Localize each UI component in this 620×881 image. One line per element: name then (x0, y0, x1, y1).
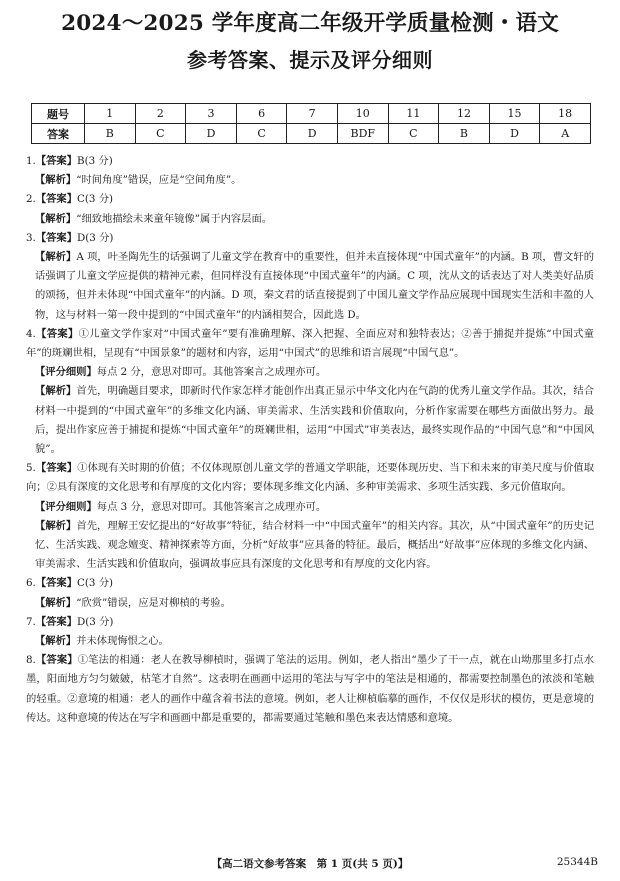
item-1-analysis: 【解析】“时间角度”错误，应是“空间角度”。 (35, 174, 242, 187)
item-6-analysis: 【解析】“欣赏”错误，应是对柳楨的考验。 (35, 596, 231, 609)
item-3-analysis: 【解析】A 项，叶圣陶先生的话强调了儿童文学在教育中的重要性，但并未直接体现“中国式童年”的内涵。B 项，曹文轩的话强调了儿童文学应提供的精神元素，但同样没有直接体现“中国式童年”的内涵。C 项，沈从文的话表达了对人类美好品质的颂扬，但并未体现“中国式童年”的内涵。D 项，秦文君的话直接提到了中国儿童文学作品应展现中国现实生活和丰盈的人物，这与材料一第一段中提到的“中国式童年”的内涵相契合，因此选 D。 (35, 251, 595, 321)
question-number: 18 (540, 104, 591, 124)
answer-table (31, 103, 591, 144)
answer-cell: C (236, 124, 287, 144)
question-number: 6 (236, 104, 287, 124)
item-2-analysis: 【解析】“细致地描绘未来童年镜像”属于内容层面。 (35, 212, 273, 225)
answer-explanations (26, 152, 594, 728)
item-5-scoring: 【评分细则】每点 3 分，意思对即可。其他答案言之成理亦可。 (35, 500, 327, 513)
page-subtitle: 参考答案、提示及评分细则 (187, 48, 433, 72)
page-title: 2024～2025 学年度高二年级开学质量检测・语文 (61, 11, 559, 36)
question-number: 10 (337, 104, 388, 124)
answer-cell: D (287, 124, 338, 144)
answer-cell: BDF (337, 124, 388, 144)
item-5-answer: 5.【答案】①体现有关时期的价值；不仅体现原创儿童文学的普通文学职能，还要体现历史、当下和未来的审美尺度与价值取向；②具有深度的文化思考和有厚度的文化内容；要体现多维文化内涵、多种审美需求、多项生活实践、多元价值取向。 (26, 462, 595, 494)
footer-page-info: 【高二语文参考答案 第 1 页(共 5 页)】 (211, 858, 409, 870)
row-label-answer: 答案 (32, 124, 85, 144)
question-number: 3 (186, 104, 237, 124)
item-8-answer: 8.【答案】①笔法的相通：老人在教导柳楨时，强调了笔法的运用。例如，老人指出“墨少了干一点，就在山坳那里多打点水墨，阳面地方匀匀皴皴，枯笔才自然”。这表明在画画中运用的笔法与写字中的笔法是相通的，都需要控制墨色的浓淡和笔触的轻重。②意境的相通：老人的画作中蕴含着书法的意境。例如，老人让柳楨临摹的画作，不仅仅是形状的模仿，更是意境的传达。这种意境的传达在写字和画画中都是重要的，都需要通过笔触和墨色来表达情感和意境。 (26, 654, 595, 724)
item-1-answer: 1.【答案】B(3 分) (26, 155, 113, 167)
question-number: 2 (135, 104, 186, 124)
footer-code: 25344B (556, 856, 598, 868)
answer-cell: C (135, 124, 186, 144)
item-6-answer: 6.【答案】C(3 分) (26, 577, 114, 590)
answer-cell: D (489, 124, 540, 144)
answer-row (32, 124, 591, 144)
answer-cell: C (388, 124, 439, 144)
answer-cell: B (85, 124, 136, 144)
item-3-answer: 3.【答案】D(3 分) (26, 231, 114, 244)
question-number: 7 (287, 104, 338, 124)
item-4-analysis: 【解析】首先，明确题目要求，即新时代作家怎样才能创作出真正显示中华文化内在气韵的优秀儿童文学作品。其次，结合材料一中提到的“中国式童年”的多维文化内涵、审美需求、生活实践和价值取向，分析作家需要在哪些方面做出努力。最后，提出作家应善于捕捉和提炼“中国式童年”的斑斓世相，运用“中国式”审美表达，最终实现作品的“中国气息”和“中国风貌”。 (35, 385, 595, 456)
answer-cell: B (439, 124, 490, 144)
item-4-scoring: 【评分细则】每点 2 分，意思对即可。其他答案言之成理亦可。 (35, 366, 327, 379)
item-5-analysis: 【解析】首先，理解王安忆提出的“好故事”特征，结合材料一中“中国式童年”的相关内容。其次，从“中国式童年”的历史记忆、生活实践、观念嬗变、精神探索等方面，分析“好故事”应具备的特征。最后，概括出“好故事”应体现的多维文化内涵、审美需求、生活实践和价值取向，强调故事应具有深度的文化思考和有厚度的文化内容。 (35, 519, 594, 571)
row-label-question: 题号 (32, 104, 85, 124)
item-2-answer: 2.【答案】C(3 分) (26, 193, 114, 206)
item-7-answer: 7.【答案】D(3 分) (26, 615, 114, 628)
question-number: 11 (388, 104, 439, 124)
question-number: 15 (489, 104, 540, 124)
question-number: 12 (439, 104, 490, 124)
item-7-analysis: 【解析】并未体现悔恨之心。 (35, 635, 169, 648)
item-4-answer: 4.【答案】①儿童文学作家对“中国式童年”要有准确理解、深入把握、全面应对和独特表达；②善于捕捉并提炼“中国式童年”的斑斓世相，呈现有“中国景象”的题材和内容，运用“中国式”的思维和语言展现“中国气息”。 (26, 327, 595, 360)
question-number: 1 (85, 104, 136, 124)
answer-cell: A (540, 124, 591, 144)
answer-cell: D (186, 124, 237, 144)
question-number-row (32, 104, 591, 124)
